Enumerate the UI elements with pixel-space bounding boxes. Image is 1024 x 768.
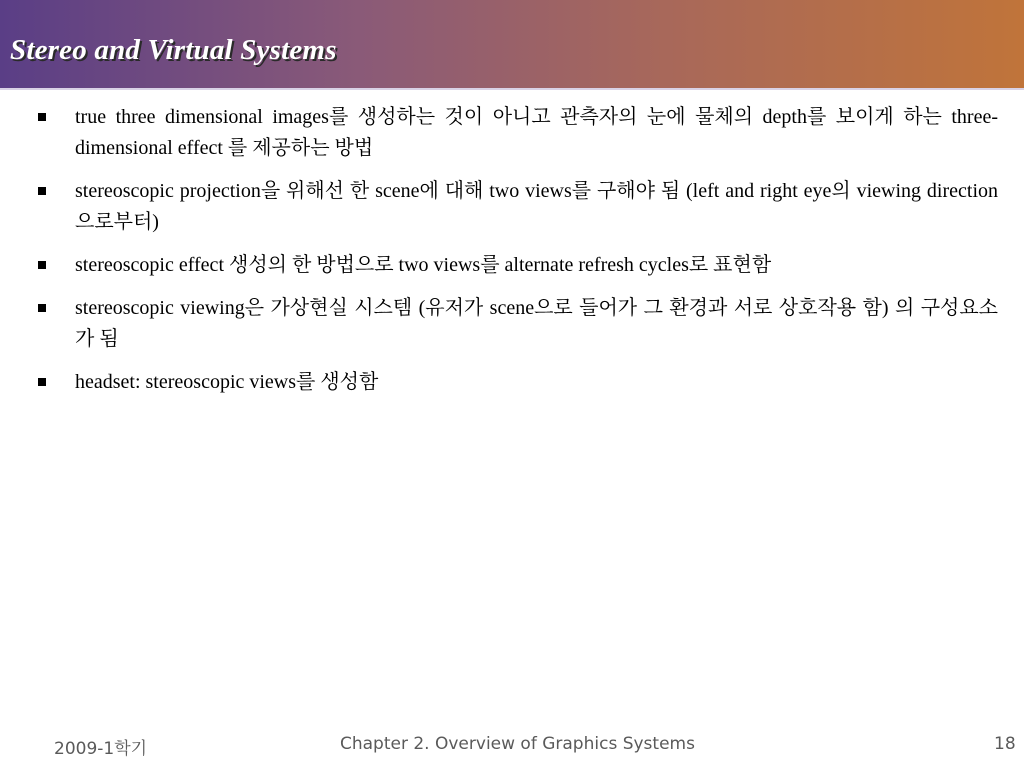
square-bullet-icon [38,113,46,121]
title-divider [0,88,1024,90]
footer-date: 2009-1학기 [54,739,148,759]
bullet-item-true-3d-images [38,102,998,164]
bullet-text: stereoscopic viewing은 가상현실 시스템 (유저가 scene으로 들어가 그 환경과 서로 상호작용 함) 의 구성요소가 됨 [75,297,998,350]
bullet-text: stereoscopic effect 생성의 한 방법으로 two views를 alternate refresh cycles로 표현함 [75,254,772,276]
bullet-item-headset [38,367,998,398]
bullet-text: stereoscopic projection을 위해선 한 scene에 대해 two views를 구해야 됨 (left and right eye의 viewing direction으로부터) [75,180,998,233]
square-bullet-icon [38,378,46,386]
bullet-item-stereoscopic-viewing [38,293,998,355]
bullet-text: true three dimensional images를 생성하는 것이 아니고 관측자의 눈에 물체의 depth를 보이게 하는 three-dimensional effect 를 제공하는 방법 [75,106,998,159]
bullet-list [38,102,998,410]
footer-page-number: 18 [994,734,1016,754]
square-bullet-icon [38,304,46,312]
bullet-item-stereoscopic-effect [38,250,998,281]
square-bullet-icon [38,187,46,195]
bullet-text: headset: stereoscopic views를 생성함 [75,371,379,393]
square-bullet-icon [38,261,46,269]
bullet-item-stereoscopic-projection [38,176,998,238]
footer-chapter-title: Chapter 2. Overview of Graphics Systems [340,734,695,754]
slide-title: Stereo and Virtual Systems [10,34,337,66]
